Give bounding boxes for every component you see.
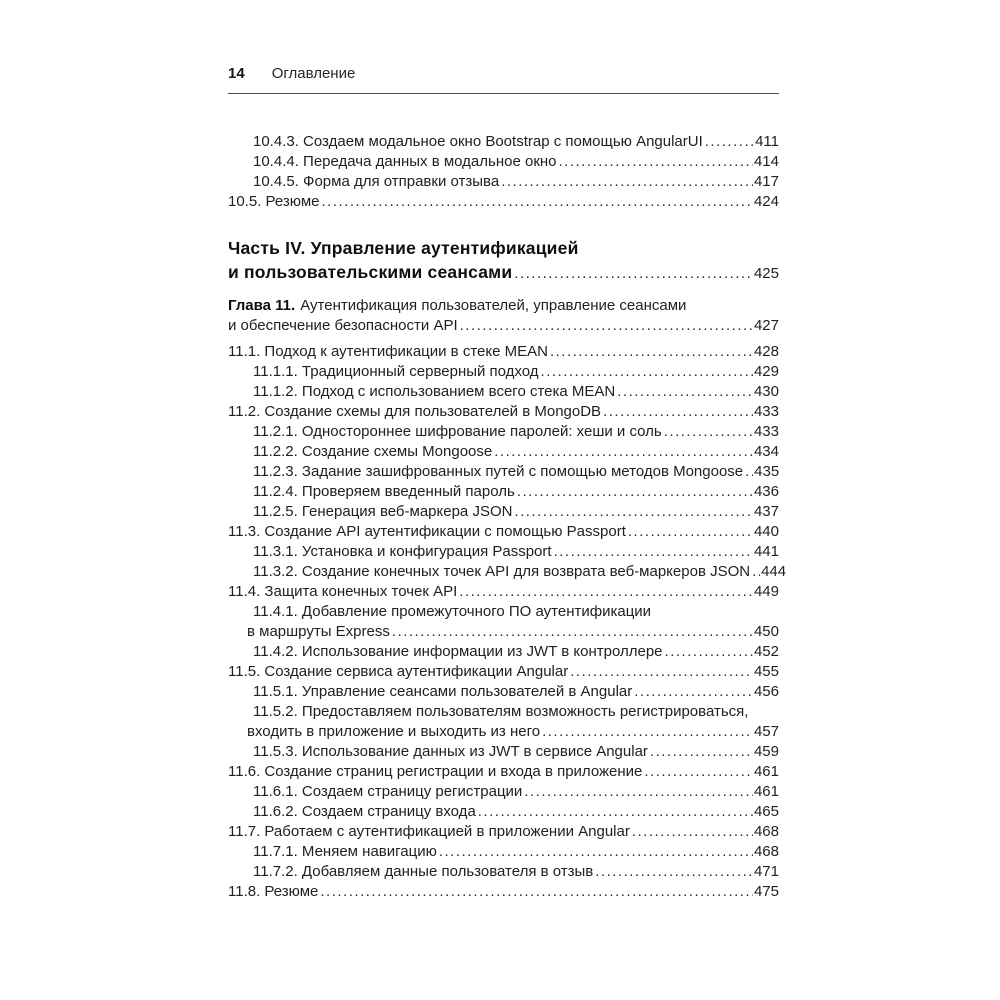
dot-leader [664, 422, 753, 442]
toc-entry-title: 11.7. Работаем с аутентификацией в приложении Angular [228, 823, 630, 840]
toc-entry [228, 152, 779, 172]
toc-entry-title: 11.2.1. Одностороннее шифрование паролей: хеши и соль [253, 423, 662, 440]
toc-entry-page: 430 [753, 383, 779, 400]
toc-entry [228, 562, 787, 582]
toc-entry-page: 411 [755, 133, 779, 150]
toc-entry-page: 441 [753, 543, 779, 560]
toc-entry [228, 582, 779, 602]
toc-entry-page: 459 [753, 743, 779, 760]
toc-entry [228, 602, 779, 642]
dot-leader [644, 762, 753, 782]
toc-entry-title: 11.2.2. Создание схемы Mongoose [253, 443, 493, 460]
toc-entry-title: 11.3.1. Установка и конфигурация Passport [253, 543, 552, 560]
dot-leader [514, 262, 753, 286]
toc-entry-title [228, 296, 779, 316]
dot-leader [541, 362, 753, 382]
toc-entry [228, 842, 779, 862]
dot-leader [460, 316, 753, 336]
toc-entry-title: 11.4.1. Добавление промежуточного ПО аутентификации [253, 603, 652, 620]
toc-entry [228, 882, 779, 902]
dot-leader [570, 662, 753, 682]
toc-entry-page: 449 [753, 583, 779, 600]
toc-entry [228, 762, 779, 782]
toc-entry [228, 296, 779, 336]
toc-entry-title: 11.4.2. Использование информации из JWT в контроллере [253, 643, 663, 660]
toc-entry [228, 802, 779, 822]
page-header [228, 64, 779, 94]
toc-chapter-label: Глава 11. [228, 297, 296, 314]
toc-entry-title: 10.4.5. Форма для отправки отзыва [253, 173, 500, 190]
dot-leader [745, 462, 753, 482]
toc-entry [228, 502, 779, 522]
toc-entry [228, 662, 779, 682]
toc-entry-title: 11.3.2. Создание конечных точек API для возврата веб-маркеров JSON [253, 563, 751, 580]
toc-entry-page: 475 [753, 883, 779, 900]
dot-leader [514, 502, 753, 522]
toc-entry [228, 362, 779, 382]
toc-entry-page: 461 [753, 783, 779, 800]
toc-entry [228, 482, 779, 502]
toc-entry-title: 11.2.5. Генерация веб-маркера JSON [253, 503, 513, 520]
dot-leader [559, 152, 753, 172]
toc-entry [228, 742, 779, 762]
toc-entry [228, 542, 779, 562]
toc-entry-page: 425 [753, 265, 779, 282]
toc-entry-page: 436 [753, 483, 779, 500]
toc-entry [228, 382, 779, 402]
header-title: Оглавление [271, 65, 356, 82]
toc-entry [228, 342, 779, 362]
toc-entry-title: 11.1.2. Подход с использованием всего стека MEAN [253, 383, 616, 400]
toc-entry-title: 11.5.1. Управление сеансами пользователей в Angular [253, 683, 633, 700]
toc-entry-page: 417 [753, 173, 779, 190]
dot-leader [542, 722, 753, 742]
toc-entry-page: 440 [753, 523, 779, 540]
dot-leader [517, 482, 753, 502]
toc-entry-page: 437 [753, 503, 779, 520]
dot-leader [392, 622, 753, 642]
toc-entry [228, 236, 779, 286]
toc-entry-title: входить в приложение и выходить из него [247, 723, 541, 740]
dot-leader [634, 682, 753, 702]
toc-entry-title: 10.4.4. Передача данных в модальное окно [253, 153, 557, 170]
toc-entry [228, 682, 779, 702]
toc-entry-title: 11.7.2. Добавляем данные пользователя в отзыв [253, 863, 594, 880]
toc-entry [228, 192, 779, 212]
toc-entry-title: 11.8. Резюме [228, 883, 319, 900]
book-page [228, 64, 787, 902]
toc-entry [228, 782, 779, 802]
toc-entry-title: 10.5. Резюме [228, 193, 320, 210]
dot-leader [554, 542, 753, 562]
toc-entry-page: 465 [753, 803, 779, 820]
dot-leader [632, 822, 753, 842]
toc-entry-title: 11.6. Создание страниц регистрации и входа в приложение [228, 763, 643, 780]
toc-entry-page: 428 [753, 343, 779, 360]
toc-entry [228, 172, 779, 192]
toc-entry [228, 422, 779, 442]
toc-list [228, 132, 787, 902]
dot-leader [752, 562, 760, 582]
toc-entry-title: 11.6.2. Создаем страницу входа [253, 803, 476, 820]
toc-entry [228, 702, 779, 742]
toc-entry-title: в маршруты Express [247, 623, 390, 640]
dot-leader [524, 782, 753, 802]
toc-entry-page: 433 [753, 403, 779, 420]
toc-entry-title: 11.5.2. Предоставляем пользователям возможность регистрироваться, [253, 703, 749, 720]
toc-entry-title: 10.4.3. Создаем модальное окно Bootstrap с помощью AngularUI [253, 133, 703, 150]
dot-leader [617, 382, 753, 402]
dot-leader [494, 442, 753, 462]
toc-entry [228, 462, 779, 482]
toc-entry-title: 11.5.3. Использование данных из JWT в сервисе Angular [253, 743, 648, 760]
toc-entry [228, 822, 779, 842]
toc-entry-title: 11.2. Создание схемы для пользователей в MongoDB [228, 403, 602, 420]
dot-leader [628, 522, 753, 542]
toc-entry-title: 11.4. Защита конечных точек API [228, 583, 458, 600]
toc-entry-title: 11.1. Подход к аутентификации в стеке MEAN [228, 343, 548, 360]
toc-entry-title: Аутентификация пользователей, управление сеансами [300, 297, 687, 314]
toc-entry-page: 457 [753, 723, 779, 740]
dot-leader [459, 582, 753, 602]
toc-entry-title: 11.2.4. Проверяем введенный пароль [253, 483, 515, 500]
dot-leader [322, 192, 753, 212]
toc-entry-title: 11.5. Создание сервиса аутентификации Angular [228, 663, 569, 680]
toc-entry [228, 402, 779, 422]
toc-entry [228, 522, 779, 542]
dot-leader [705, 132, 754, 152]
dot-leader [501, 172, 753, 192]
toc-entry-page: 455 [753, 663, 779, 680]
toc-entry-page: 429 [753, 363, 779, 380]
toc-entry-title: 11.6.1. Создаем страницу регистрации [253, 783, 523, 800]
toc-entry-page: 452 [753, 643, 779, 660]
toc-entry-page: 444 [761, 563, 787, 580]
toc-entry-page: 414 [753, 153, 779, 170]
toc-entry-title: 11.2.3. Задание зашифрованных путей с помощью методов Mongoose [253, 463, 744, 480]
dot-leader [478, 802, 753, 822]
dot-leader [550, 342, 753, 362]
dot-leader [320, 882, 753, 902]
toc-entry [228, 132, 779, 152]
toc-entry-page: 435 [754, 463, 780, 480]
toc-part-title-line1: Часть IV. Управление аутентификацией [228, 238, 579, 258]
toc-entry-title: 11.1.1. Традиционный серверный подход [253, 363, 539, 380]
toc-entry-page: 468 [753, 843, 779, 860]
toc-entry-title: 11.7.1. Меняем навигацию [253, 843, 437, 860]
dot-leader [603, 402, 753, 422]
toc-entry-page: 434 [753, 443, 779, 460]
header-page-number: 14 [228, 65, 245, 82]
toc-entry-page: 424 [753, 193, 779, 210]
toc-entry-page: 468 [753, 823, 779, 840]
toc-entry [228, 642, 779, 662]
toc-entry-page: 456 [753, 683, 779, 700]
toc-entry-page: 471 [753, 863, 779, 880]
dot-leader [665, 642, 753, 662]
toc-entry-title: и обеспечение безопасности API [228, 317, 458, 334]
toc-entry [228, 862, 779, 882]
toc-entry [228, 442, 779, 462]
toc-entry-title: 11.3. Создание API аутентификации с помощью Passport [228, 523, 626, 540]
dot-leader [650, 742, 753, 762]
dot-leader [595, 862, 753, 882]
toc-entry-page: 450 [753, 623, 779, 640]
toc-entry-page: 461 [753, 763, 779, 780]
dot-leader [439, 842, 753, 862]
toc-entry-page: 433 [753, 423, 779, 440]
toc-entry-page: 427 [753, 317, 779, 334]
toc-entry-title: и пользовательскими сеансами [228, 262, 513, 282]
